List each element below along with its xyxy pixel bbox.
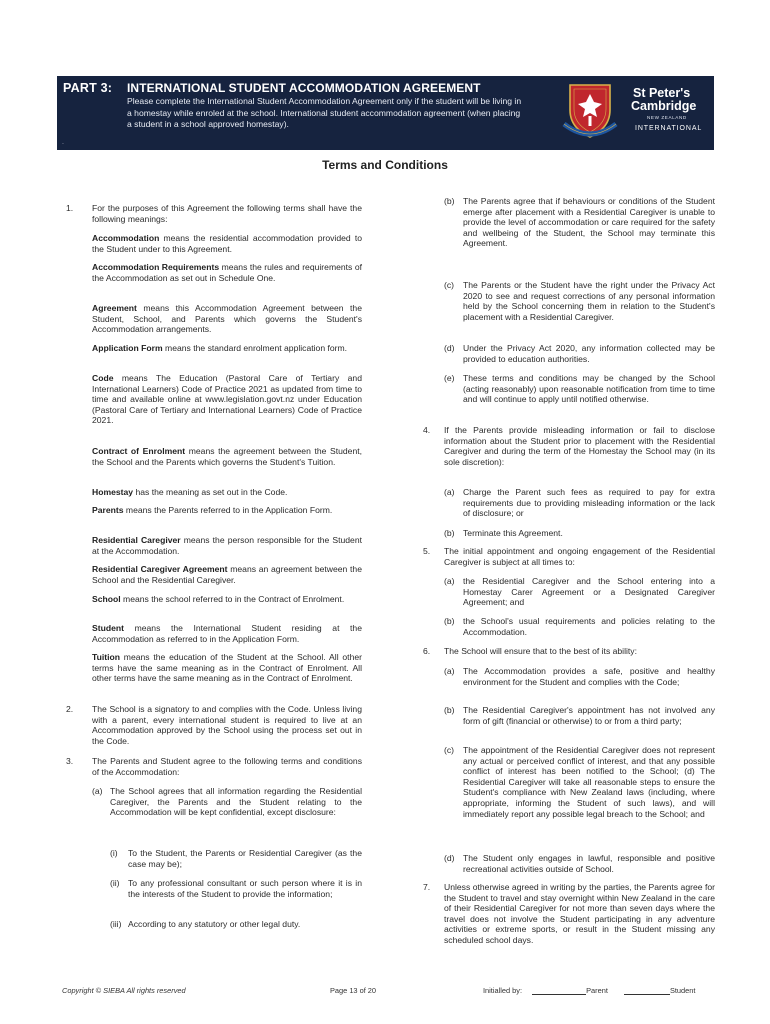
clause-number: 1. <box>66 203 74 213</box>
header-dot: . <box>62 139 64 146</box>
brand-international: INTERNATIONAL <box>635 125 703 132</box>
definition-text: means the person responsible for the Student at the Accommodation. <box>92 535 363 556</box>
definition-term: School <box>92 594 121 604</box>
clause-3c: The Parents or the Student have the right under the Privacy Act 2020 to see and request corrections of any personal information held by the School concerning them in relation to the Student's placement with a Residential Caregiver. <box>463 280 715 322</box>
clause-6a: The Accommodation provides a safe, positive and healthy environment for the Student and complies with the Code; <box>463 666 715 687</box>
brand-name-line1: St Peter's <box>633 86 691 100</box>
parent-initial-line[interactable] <box>532 994 586 995</box>
definition-agreement <box>92 303 362 335</box>
definition-parents <box>92 505 362 516</box>
clause-number: 5. <box>423 546 431 556</box>
clause-6d: The Student only engages in lawful, responsible and positive recreational activities outside of School. <box>463 853 715 874</box>
definition-accommodation-requirements <box>92 262 362 283</box>
clause-5a: the Residential Caregiver and the School entering into a Homestay Carer Agreement or a Designated Caregiver Agreement; and <box>463 576 715 608</box>
section-description: Please complete the International Student Accommodation Agreement only if the student will be living in a homestay while enroled at the school. International student accommodation agreement (when placing a student in a school approved homestay). <box>127 96 522 130</box>
clause-number: 2. <box>66 704 74 714</box>
clause-number: 7. <box>423 882 431 892</box>
definition-text: means the agreement between the Student, the School and the Parents which governs the Student's Tuition. <box>92 446 362 467</box>
clause-4: If the Parents provide misleading information or fail to disclose information about the Student prior to placement with the Residential Caregiver and during the term of the Homestay the School may (in its sole discretion): <box>444 425 715 467</box>
section-title: INTERNATIONAL STUDENT ACCOMMODATION AGREEMENT <box>127 81 481 95</box>
part-label: PART 3: <box>63 81 113 95</box>
definition-residential-caregiver-agreement <box>92 564 362 585</box>
header-banner <box>57 76 714 150</box>
clause-3a-ii: To any professional consultant or such person where it is in the interests of the Student to provide the information; <box>128 878 362 899</box>
clause-3a-i: To the Student, the Parents or Residential Caregiver (as the case may be); <box>128 848 362 869</box>
brand-name-line2: Cambridge <box>631 99 697 113</box>
clause-7: Unless otherwise agreed in writing by the parties, the Parents agree for the Student to travel and stay overnight within New Zealand in the care of their Residential Caregiver for not more than seven days where the travel does not involve the Student participating in any adventure activities or extreme sports, or result in the Student missing any scheduled school days. <box>444 882 715 945</box>
subclause-label: (c) <box>444 745 455 755</box>
clause-4a: Charge the Parent such fees as required to pay for extra requirements due to providing misleading information or the lack of disclosure; or <box>463 487 715 519</box>
clause-number: 3. <box>66 756 74 766</box>
definition-text: means the education of the Student at the School. All other terms have the same meaning as in the Contract of Enrolment. All other terms have the same meaning as in the Contract of Enrolment. <box>92 652 362 684</box>
student-initial-line[interactable] <box>624 994 670 995</box>
subclause-label: (b) <box>444 528 455 538</box>
definition-text: means the school referred to in the Contract of Enrolment. <box>120 594 345 604</box>
subclause-label: (e) <box>444 373 455 383</box>
definition-term: Application Form <box>92 343 163 353</box>
definition-term: Accommodation Requirements <box>92 262 220 272</box>
subclause-label: (b) <box>444 196 455 206</box>
page-title: Terms and Conditions <box>322 158 448 172</box>
clause-6b: The Residential Caregiver's appointment has not involved any form of gift (financial or otherwise) to or from a third party; <box>463 705 715 726</box>
parent-label: Parent <box>586 986 608 995</box>
definition-homestay <box>92 487 362 498</box>
subclause-label: (d) <box>444 343 455 353</box>
initialled-label: Initialled by: <box>483 986 523 995</box>
definition-term: Tuition <box>92 652 120 662</box>
clause-3: The Parents and Student agree to the following terms and conditions of the Accommodation: <box>92 756 362 777</box>
definition-term: Contract of Enrolment <box>92 446 186 456</box>
subclause-label: (b) <box>444 616 455 626</box>
clause-1: For the purposes of this Agreement the following terms shall have the following meanings: <box>92 203 362 224</box>
subclause-label: (a) <box>444 576 455 586</box>
definition-text: has the meaning as set out in the Code. <box>133 487 288 497</box>
brand-country: NEW ZEALAND <box>647 115 687 120</box>
definition-text: means The Education (Pastoral Care of Tertiary and International Learners) Code of Practice 2021 as updated from time to time and available online at www.legislation.govt.nz under Education (Pastoral Care of Tertiary and International Learners) Code of Practice 2021. <box>92 373 362 426</box>
definition-text: means the standard enrolment application form. <box>162 343 348 353</box>
definition-code <box>92 373 362 426</box>
definition-text: means an agreement between the School and the Residential Caregiver. <box>92 564 362 585</box>
clause-number: 6. <box>423 646 431 656</box>
subclause-label: (i) <box>110 848 118 858</box>
subclause-label: (ii) <box>110 878 120 888</box>
subclause-label: (a) <box>92 786 103 796</box>
definition-contract-of-enrolment <box>92 446 362 467</box>
definition-student <box>92 623 362 644</box>
clause-3b: The Parents agree that if behaviours or conditions of the Student emerge after placement with a Residential Caregiver is unable to provide the level of accommodation or care required for the safety and wellbeing of the Student, the School may terminate this Agreement. <box>463 196 715 249</box>
clause-3a: The School agrees that all information regarding the Residential Caregiver, the Parents and the Student relating to the Accommodation will be kept confidential, except disclosure: <box>110 786 362 818</box>
definition-text: means the rules and requirements of the Accommodation as set out in Schedule One. <box>92 262 362 283</box>
clause-6c: The appointment of the Residential Caregiver does not represent any actual or perceived conflict of interest, and that any possible conflict of interest has been notified to the School; (d) The Residential Caregiver will take all reasonable steps to ensure the Student's compliance with New Zealand laws (including, where appropriate, informing the Student of such laws), and will immediately report any possible legal breach to the School; and <box>463 745 715 819</box>
subclause-label: (d) <box>444 853 455 863</box>
definition-residential-caregiver <box>92 535 362 556</box>
definition-application-form <box>92 343 362 354</box>
clause-6: The School will ensure that to the best of its ability: <box>444 646 637 656</box>
school-crest-icon <box>561 80 619 142</box>
student-label: Student <box>669 986 696 995</box>
footer-copyright: Copyright © SIEBA All rights reserved <box>62 986 186 995</box>
definition-school <box>92 594 362 605</box>
definition-term: Student <box>92 623 124 633</box>
definition-text: means the Parents referred to in the Application Form. <box>123 505 333 515</box>
subclause-label: (b) <box>444 705 455 715</box>
clause-3e: These terms and conditions may be changed by the School (acting reasonably) upon reasonable notification from time to time and will continue to apply until notified otherwise. <box>463 373 715 405</box>
definition-term: Residential Caregiver Agreement <box>92 564 228 574</box>
definition-term: Agreement <box>92 303 137 313</box>
definition-tuition <box>92 652 362 684</box>
definition-text: means this Accommodation Agreement between the Student, School, and Parents which governs the Student's Accommodation arrangements. <box>92 303 362 335</box>
subclause-label: (c) <box>444 280 455 290</box>
clause-5b: the School's usual requirements and policies relating to the Accommodation. <box>463 616 715 637</box>
subclause-label: (a) <box>444 666 455 676</box>
subclause-label: (iii) <box>110 919 122 929</box>
definition-term: Homestay <box>92 487 134 497</box>
definition-text: means the International Student residing at the Accommodation as referred to in the Application Form. <box>92 623 362 644</box>
clause-3a-iii: According to any statutory or other legal duty. <box>128 919 301 929</box>
subclause-label: (a) <box>444 487 455 497</box>
footer-initials <box>483 986 695 995</box>
definition-term: Residential Caregiver <box>92 535 181 545</box>
definition-text: means the residential accommodation provided to the Student under to this Agreement. <box>92 233 362 254</box>
definition-accommodation <box>92 233 362 254</box>
clause-3d: Under the Privacy Act 2020, any information collected may be provided to education authorities. <box>463 343 715 364</box>
definition-term: Accommodation <box>92 233 160 243</box>
clause-2: The School is a signatory to and complies with the Code. Unless living with a parent, every international student is required to live at an Accommodation approved by the School using the process set out in the Code. <box>92 704 362 746</box>
footer-page-number: Page 13 of 20 <box>330 986 377 995</box>
clause-5: The initial appointment and ongoing engagement of the Residential Caregiver is subject at all times to: <box>444 546 715 567</box>
definition-term: Code <box>92 373 114 383</box>
definition-term: Parents <box>92 505 124 515</box>
clause-number: 4. <box>423 425 431 435</box>
clause-4b: Terminate this Agreement. <box>463 528 563 538</box>
